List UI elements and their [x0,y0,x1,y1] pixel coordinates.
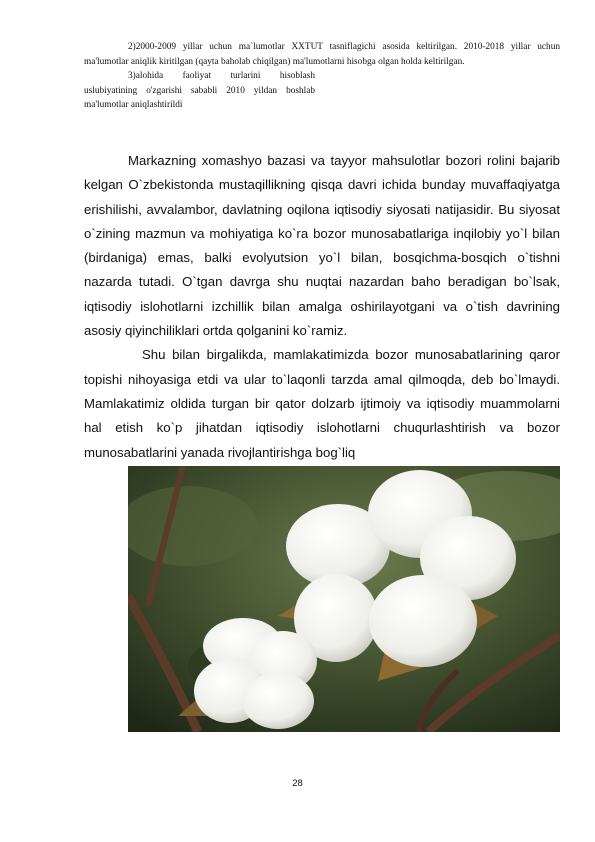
paragraph-1: Markazning xomashyo bazasi va tayyor mahsulotlar bozori rolini bajarib kelgan O`zbekistonda mustaqillikning qisqa davri ichida bunday muvaffaqiyatga erishilishi, avvalambor, davlatning oqilona iqtisodiy siyosati natijasidir. Bu siyosat o`zining mazmun va mohiyatiga ko`ra bozor munosabatlariga inqilobiy yo`l bilan (birdaniga) emas, balki evolyutsion yo`l bilan, bosqichma-bosqich o`tishni nazarda tutadi. O`tgan davrga shu nuqtai nazardan baho beradigan bo`lsak, iqtisodiy islohotlarni izchillik bilan amalga oshirilayotgani va o`tish davrining asosiy qiyinchiliklari ortda qolganini ko`ramiz. [84,153,560,339]
footnotes [84,40,560,113]
main-text [84,149,560,465]
footnote-3: 3)alohida faoliyat turlarini hisoblash uslubiyatining o'zgarishi sababli 2010 yildan boshlab ma'lumotlar aniqlashtirildi [84,71,315,111]
page-number: 28 [292,778,303,789]
footnote-2: 2)2000-2009 yillar uchun ma`lumotlar XXTUT tasniflagichi asosida keltirilgan. 2010-2018 yillar uchun ma'lumotlar aniqlik kiritilgan (qayta baholab chiqilgan) ma'lumotlarni hisobga olgan holda keltirilgan. [84,42,560,67]
cotton-boll-photo [128,466,560,732]
paragraph-2: Shu bilan birgalikda, mamlakatimizda bozor munosabatlarining qaror topishi nihoyasiga etdi va ular to`laqonli tarzda amal qilmoqda, deb bo`lmaydi. Mamlakatimiz oldida turgan bir qator dolzarb ijtimoiy va iqtisodiy muammolarni hal etish ko`p jihatdan iqtisodiy islohotlarni chuqurlashtirish va bozor munosabatlarini yanada rivojlantirishga bog`liq [84,347,560,460]
